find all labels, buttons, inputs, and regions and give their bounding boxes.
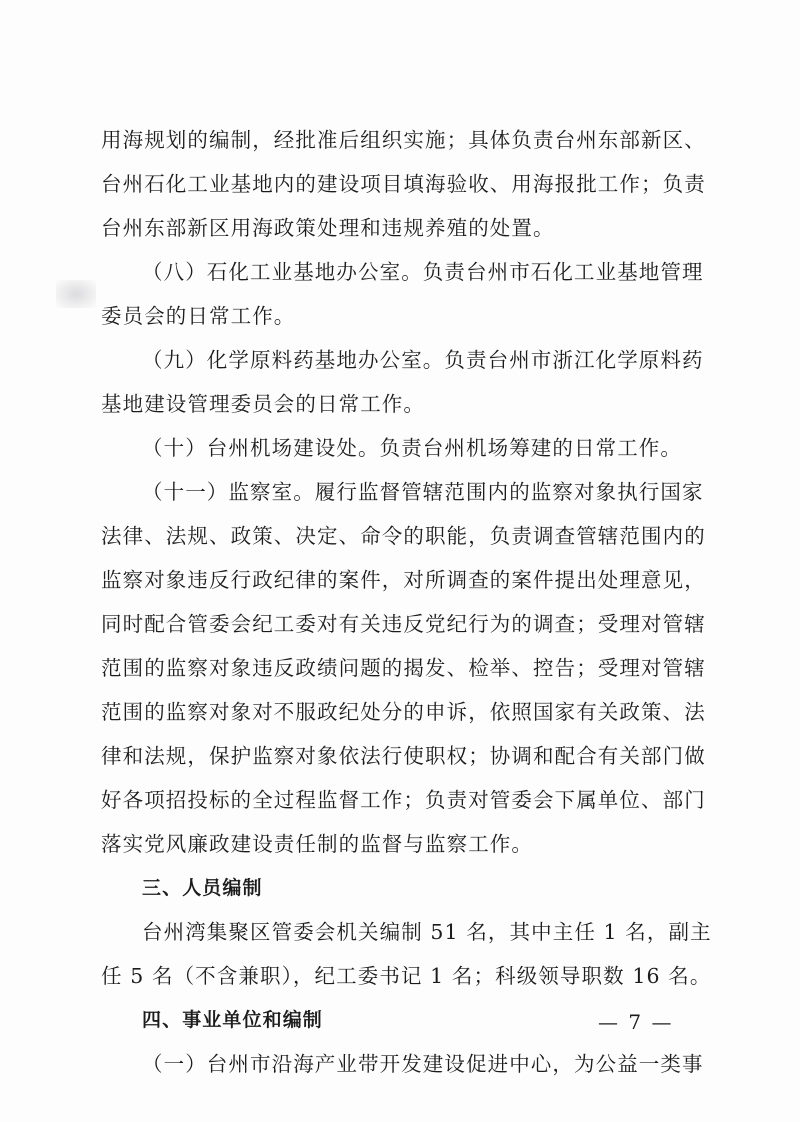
text-line: 好各项招投标的全过程监督工作；负责对管委会下属单位、部门 [101,788,706,812]
text-line: 台州湾集聚区管委会机关编制 51 名，其中主任 1 名，副主 [142,920,712,944]
text-line: 台州东部新区用海政策处理和违规养殖的处置。 [101,216,555,240]
text-line: （九）化学原料药基地办公室。负责台州市浙江化学原料药 [142,348,704,372]
text-line: 律和法规，保护监察对象依法行使职权；协调和配合有关部门做 [101,744,706,768]
text-line: 台州石化工业基地内的建设项目填海验收、用海报批工作；负责 [101,172,706,196]
text-line: 范围的监察对象违反政绩问题的揭发、检举、控告；受理对管辖 [101,656,706,680]
text-line: 落实党风廉政建设责任制的监督与监察工作。 [101,832,533,856]
text-line: 用海规划的编制，经批准后组织实施；具体负责台州东部新区、 [101,128,706,152]
scan-smudge [56,280,96,308]
text-line: （十）台州机场建设处。负责台州机场筹建的日常工作。 [142,436,682,460]
text-line: 委员会的日常工作。 [101,304,296,328]
text-line: 基地建设管理委员会的日常工作。 [101,392,425,416]
page-number: — 7 — [598,1010,674,1034]
section-heading: 三、人员编制 [142,877,263,899]
text-line: （八）石化工业基地办公室。负责台州市石化工业基地管理 [142,260,704,284]
text-line: 法律、法规、政策、决定、命令的职能，负责调查管辖范围内的 [101,524,706,548]
text-line: （一）台州市沿海产业带开发建设促进中心，为公益一类事 [142,1052,704,1076]
section-heading: 四、事业单位和编制 [142,1009,323,1031]
body-text [101,118,712,1086]
text-line: （十一）监察室。履行监督管辖范围内的监察对象执行国家 [142,480,704,504]
text-line: 范围的监察对象对不服政纪处分的申诉，依照国家有关政策、法 [101,700,706,724]
text-line: 监察对象违反行政纪律的案件，对所调查的案件提出处理意见， [101,568,706,592]
text-line: 任 5 名（不含兼职），纪工委书记 1 名；科级领导职数 16 名。 [101,964,712,988]
text-line: 同时配合管委会纪工委对有关违反党纪行为的调查；受理对管辖 [101,612,706,636]
